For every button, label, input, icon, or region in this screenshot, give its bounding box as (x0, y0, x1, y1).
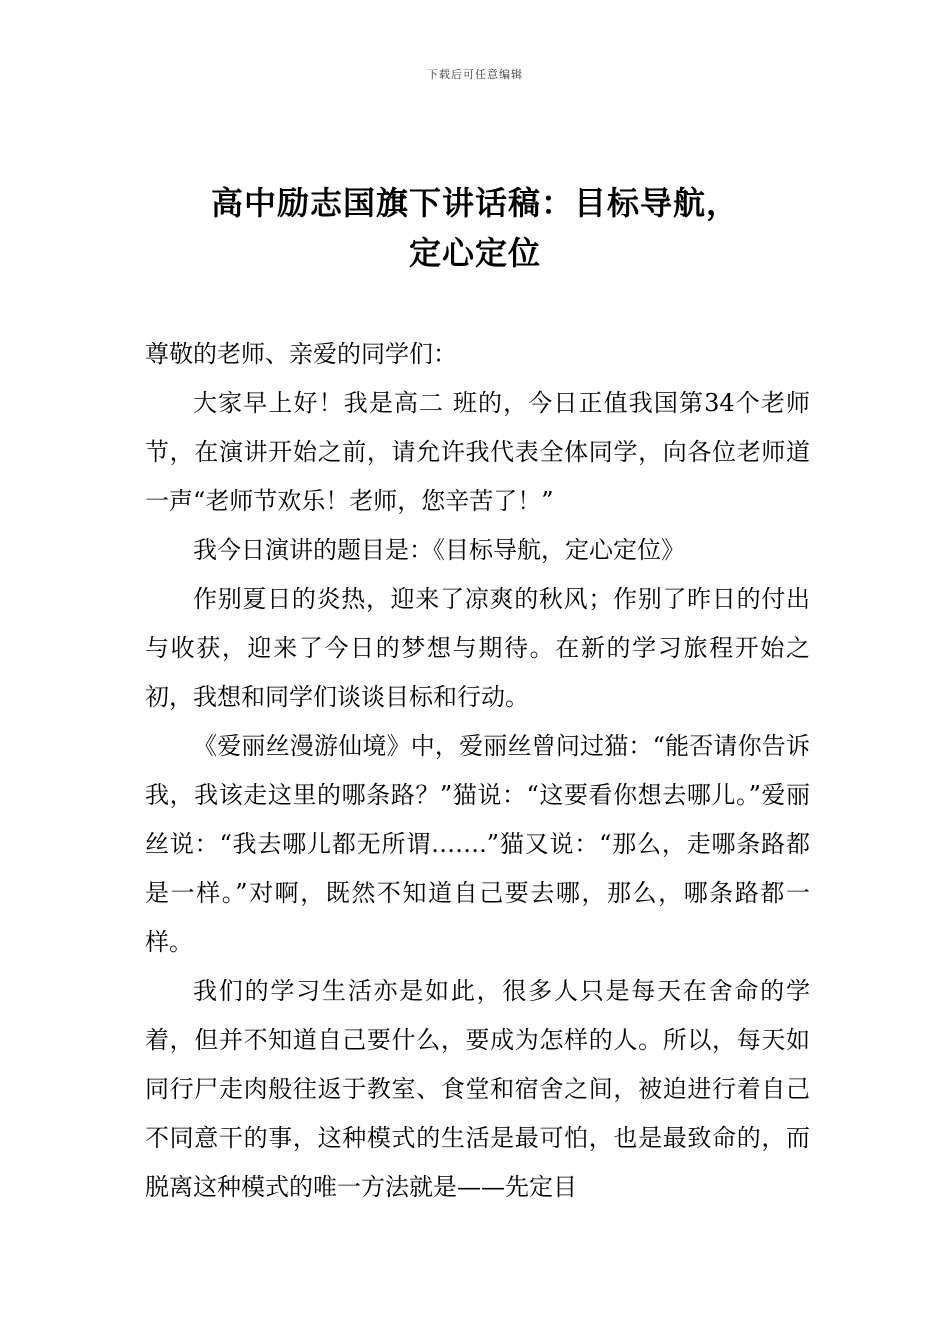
paragraph: 作别夏日的炎热，迎来了凉爽的秋风；作别了昨日的付出与收获，迎来了今日的梦想与期待。在新的学习旅程开始之初，我想和同学们谈谈目标和行动。 (145, 585, 810, 711)
title-line-2: 定心定位 (408, 234, 541, 272)
document-body (145, 330, 810, 1212)
document-title (0, 178, 950, 278)
paragraph: 我今日演讲的题目是：《目标导航，定心定位》 (193, 536, 685, 564)
paragraph: 《爱丽丝漫游仙境》中，爱丽丝曾问过猫：“能否请你告诉我，我该走这里的哪条路？”猫说：“这要看你想去哪儿。”爱丽丝说：“我去哪儿都无所谓…….”猫又说：“那么，走哪条路都是一样。”对啊，既然不知道自己要去哪，那么，哪条路都一样。 (145, 732, 810, 956)
title-line-1: 高中励志国旗下讲话稿：目标导航， (210, 184, 739, 222)
header-note: 下载后可任意编辑 (427, 68, 523, 81)
paragraph: 大家早上好！我是高二 班的，今日正值我国第34个老师节，在演讲开始之前，请允许我代表全体同学，向各位老师道一声“老师节欢乐！老师，您辛苦了！” (145, 389, 810, 515)
paragraph: 我们的学习生活亦是如此，很多人只是每天在舍命的学着，但并不知道自己要什么，要成为怎样的人。所以，每天如同行尸走肉般往返于教室、食堂和宿舍之间，被迫进行着自己不同意干的事，这种模式的生活是最可怕，也是最致命的，而脱离这种模式的唯一方法就是——先定目 (145, 977, 810, 1201)
salutation: 尊敬的老师、亲爱的同学们： (145, 340, 457, 368)
